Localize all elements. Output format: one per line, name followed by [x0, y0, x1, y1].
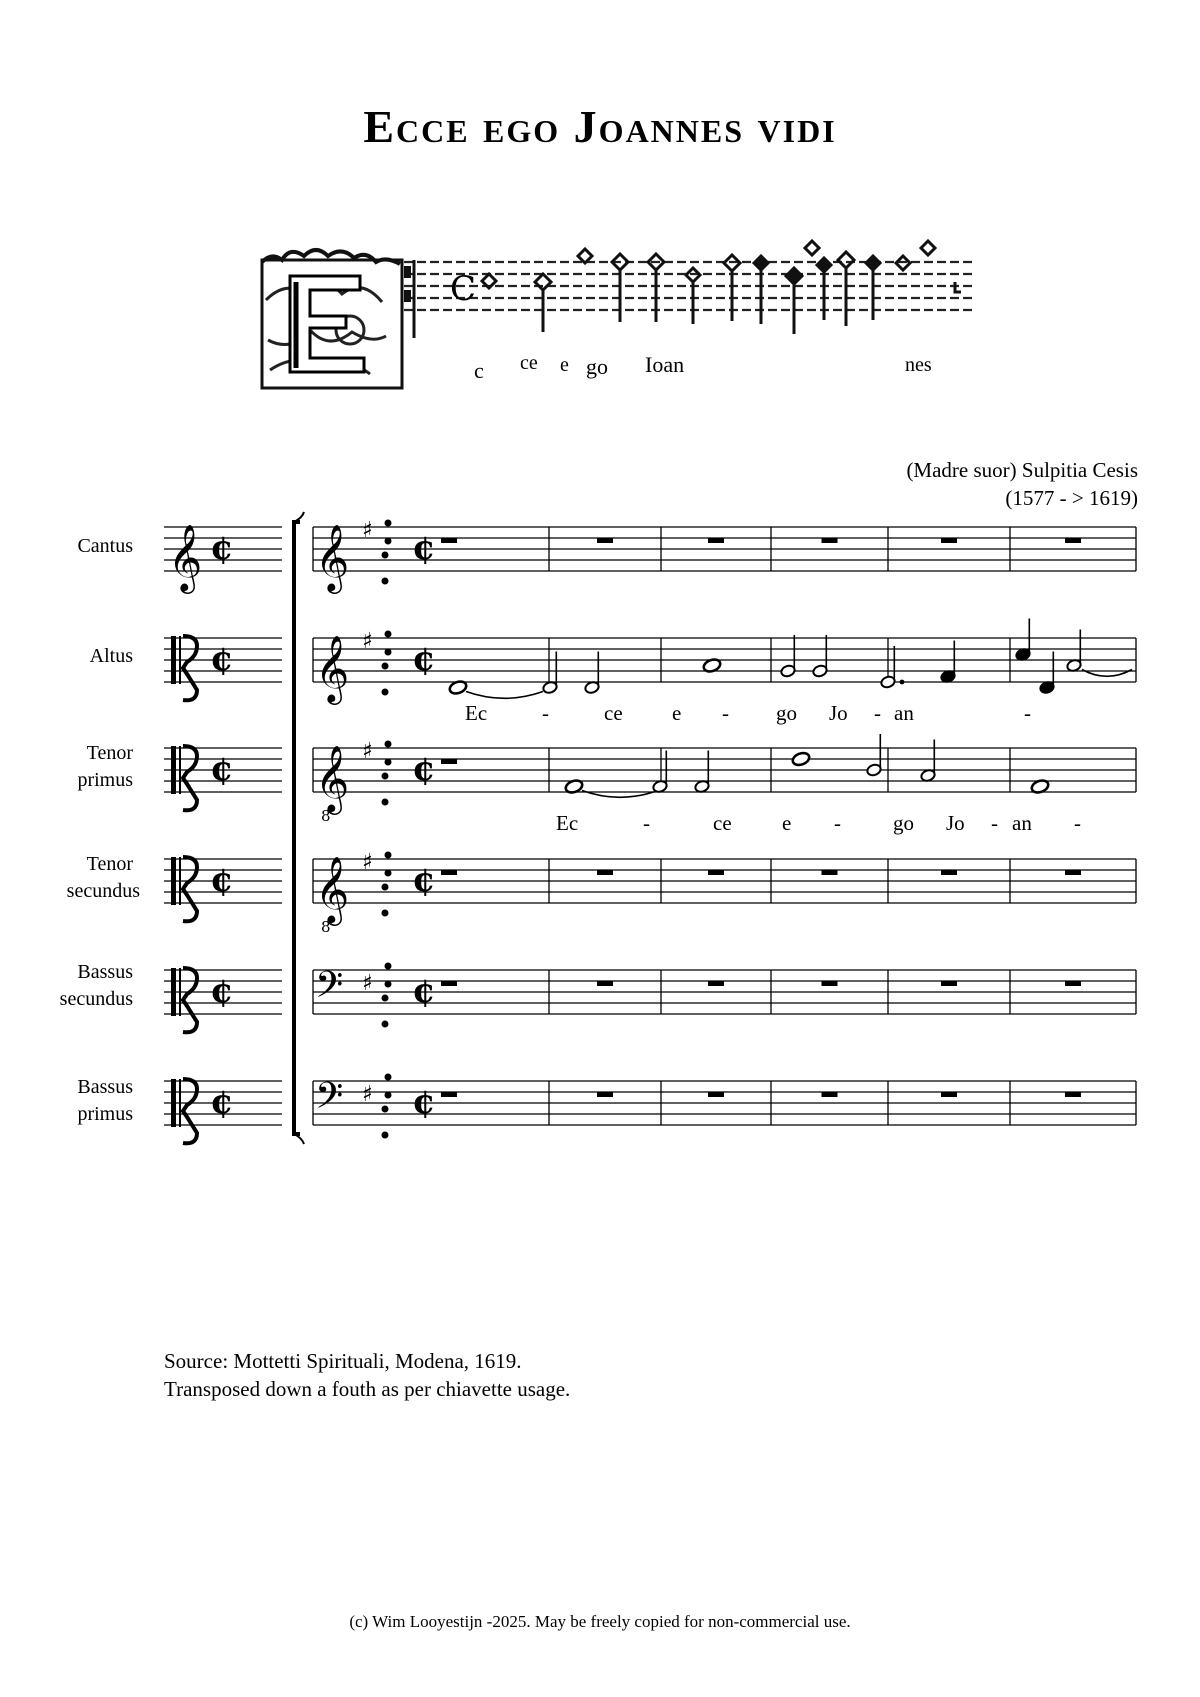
treble-clef: 𝄞: [315, 634, 350, 702]
lyric-altus: -: [722, 701, 729, 725]
key-signature-sharp: ♯: [362, 518, 373, 543]
whole-rest: [708, 870, 724, 875]
whole-rest: [1065, 981, 1081, 986]
ambitus-note: [385, 852, 392, 859]
incipit-mensuration-sign: C: [450, 269, 477, 309]
incipit-cut-time: ¢: [210, 1082, 234, 1122]
key-signature-sharp: ♯: [362, 850, 373, 875]
incipit-c-clef: [171, 636, 176, 684]
voice-label-tenor-secundus: Tenor: [86, 853, 133, 875]
incipit-syllable: c: [474, 358, 484, 383]
incipit-cut-time: ¢: [210, 639, 234, 679]
source-note: Source: Mottetti Spirituali, Modena, 1619.: [164, 1349, 522, 1373]
whole-rest: [441, 1092, 457, 1097]
lyric-altus: -: [1024, 701, 1031, 725]
lyric-tenor-primus: -: [1074, 811, 1081, 835]
voice-label-bassus-primus: Bassus: [77, 1076, 133, 1098]
whole-rest: [822, 870, 838, 875]
lyric-tenor-primus: e: [782, 811, 792, 835]
ambitus-note: [382, 1021, 389, 1028]
key-signature-sharp: ♯: [362, 629, 373, 654]
incipit-c-clef: [183, 968, 197, 1032]
lyric-altus: go: [776, 701, 797, 725]
incipit-c-clef: [179, 857, 181, 905]
octave-mark: 8: [321, 807, 331, 825]
lyric-tenor-primus: go: [893, 811, 914, 835]
ambitus-note: [385, 649, 392, 656]
incipit-cut-time: ¢: [210, 860, 234, 900]
ambitus-note: [382, 663, 389, 670]
incipit-treble-clef: 𝄞: [168, 523, 203, 591]
incipit-c-clef: [171, 746, 176, 794]
incipit-notes: [482, 241, 961, 334]
incipit-c-clef: [183, 746, 197, 810]
whole-rest: [708, 1092, 724, 1097]
ambitus-note: [382, 578, 389, 585]
transposition-note: Transposed down a fouth as per chiavette usage.: [164, 1377, 571, 1401]
whole-rest: [597, 870, 613, 875]
whole-rest: [597, 1092, 613, 1097]
system-bracket: [294, 522, 300, 1134]
voice-label-tenor-secundus-sub: secundus: [66, 880, 140, 902]
lyric-altus: -: [542, 701, 549, 725]
composer-dates: (1577 - > 1619): [1005, 486, 1138, 510]
key-signature-sharp: ♯: [362, 1082, 373, 1107]
whole-rest: [941, 538, 957, 543]
whole-rest: [597, 538, 613, 543]
incipit-syllable: nes: [905, 354, 932, 376]
tie: [466, 692, 543, 699]
incipit-syllable: Ioan: [645, 352, 685, 377]
ambitus-note: [385, 631, 392, 638]
ambitus-note: [382, 552, 389, 559]
cut-time: ¢: [412, 1082, 436, 1122]
whole-note: [791, 751, 811, 767]
ambitus-note: [382, 995, 389, 1002]
ambitus-note: [382, 799, 389, 806]
incipit-c-clef: [171, 857, 176, 905]
voice-label-bassus-secundus-sub: secundus: [59, 988, 133, 1010]
key-signature-sharp: ♯: [362, 971, 373, 996]
incipit-c-clef: [183, 1079, 197, 1143]
ambitus-note: [385, 1092, 392, 1099]
incipit-c-clef: [171, 968, 176, 1016]
whole-rest: [941, 981, 957, 986]
lyric-altus: an: [894, 701, 914, 725]
ambitus-note: [385, 1074, 392, 1081]
lyric-altus: e: [672, 701, 682, 725]
treble-clef: 𝄞: [315, 523, 350, 591]
lyric-tenor-primus: Ec: [556, 811, 579, 835]
decorated-initial-e: [262, 250, 402, 388]
incipit-c-clef: [179, 636, 181, 684]
whole-rest: [822, 1092, 838, 1097]
incipit-cut-time: ¢: [210, 528, 234, 568]
composer-name: (Madre suor) Sulpitia Cesis: [906, 458, 1138, 482]
incipit-cut-time: ¢: [210, 971, 234, 1011]
lyric-altus: -: [874, 701, 881, 725]
key-signature-sharp: ♯: [362, 739, 373, 764]
bass-clef: 𝄢: [315, 964, 344, 1015]
ambitus-note: [385, 538, 392, 545]
treble-clef: 𝄞: [315, 855, 350, 923]
voice-label-bassus-secundus: Bassus: [77, 961, 133, 983]
incipit-syllable: go: [586, 354, 608, 379]
lyric-tenor-primus: an: [1012, 811, 1032, 835]
lyric-tenor-primus: Jo: [946, 811, 965, 835]
whole-rest: [441, 870, 457, 875]
ambitus-note: [382, 884, 389, 891]
incipit-c-clef: [179, 746, 181, 794]
lyric-altus: Jo: [829, 701, 848, 725]
octave-mark: 8: [321, 918, 331, 936]
page-title: Ecce ego Joannes vidi: [363, 101, 837, 152]
lyric-tenor-primus: ce: [713, 811, 732, 835]
ambitus-note: [385, 520, 392, 527]
voice-label-bassus-primus-sub: primus: [77, 1103, 133, 1125]
cut-time: ¢: [412, 639, 436, 679]
cut-time: ¢: [412, 749, 436, 789]
voice-label-altus: Altus: [89, 645, 133, 667]
whole-rest: [941, 1092, 957, 1097]
ambitus-note: [382, 1132, 389, 1139]
whole-rest: [441, 759, 457, 764]
ambitus-note: [385, 759, 392, 766]
whole-rest: [708, 981, 724, 986]
lyric-tenor-primus: -: [643, 811, 650, 835]
ambitus-note: [385, 963, 392, 970]
voice-label-tenor-primus-sub: primus: [77, 769, 133, 791]
voice-label-cantus: Cantus: [77, 535, 133, 557]
lyric-tenor-primus: -: [991, 811, 998, 835]
cut-time: ¢: [412, 971, 436, 1011]
treble-clef: 𝄞: [315, 744, 350, 812]
whole-rest: [1065, 538, 1081, 543]
incipit-facsimile: [262, 241, 972, 388]
incipit-c-clef: [183, 857, 197, 921]
ambitus-note: [385, 741, 392, 748]
whole-rest: [1065, 1092, 1081, 1097]
incipit-cut-time: ¢: [210, 749, 234, 789]
ambitus-note: [382, 1106, 389, 1113]
ambitus-note: [382, 910, 389, 917]
ambitus-note: [382, 689, 389, 696]
lyric-altus: Ec: [465, 701, 488, 725]
incipit-clef: [404, 260, 414, 338]
augmentation-dot: [900, 680, 905, 685]
incipit-syllable: e: [560, 354, 569, 376]
bass-clef: 𝄢: [315, 1075, 344, 1126]
incipit-syllable: ce: [520, 352, 538, 374]
incipit-c-clef: [179, 968, 181, 1016]
ambitus-note: [385, 981, 392, 988]
score-system: [164, 512, 1136, 1144]
whole-rest: [441, 538, 457, 543]
whole-rest: [822, 981, 838, 986]
whole-rest: [822, 538, 838, 543]
cut-time: ¢: [412, 860, 436, 900]
whole-rest: [441, 981, 457, 986]
incipit-c-clef: [179, 1079, 181, 1127]
whole-rest: [941, 870, 957, 875]
whole-rest: [597, 981, 613, 986]
whole-rest: [708, 538, 724, 543]
copyright-notice: (c) Wim Looyestijn -2025. May be freely copied for non-commercial use.: [349, 1612, 851, 1631]
cut-time: ¢: [412, 528, 436, 568]
incipit-c-clef: [171, 1079, 176, 1127]
incipit-c-clef: [183, 636, 197, 700]
whole-rest: [1065, 870, 1081, 875]
ambitus-note: [382, 773, 389, 780]
voice-label-tenor-primus: Tenor: [86, 742, 133, 764]
ambitus-note: [385, 870, 392, 877]
lyric-altus: ce: [604, 701, 623, 725]
lyric-tenor-primus: -: [834, 811, 841, 835]
